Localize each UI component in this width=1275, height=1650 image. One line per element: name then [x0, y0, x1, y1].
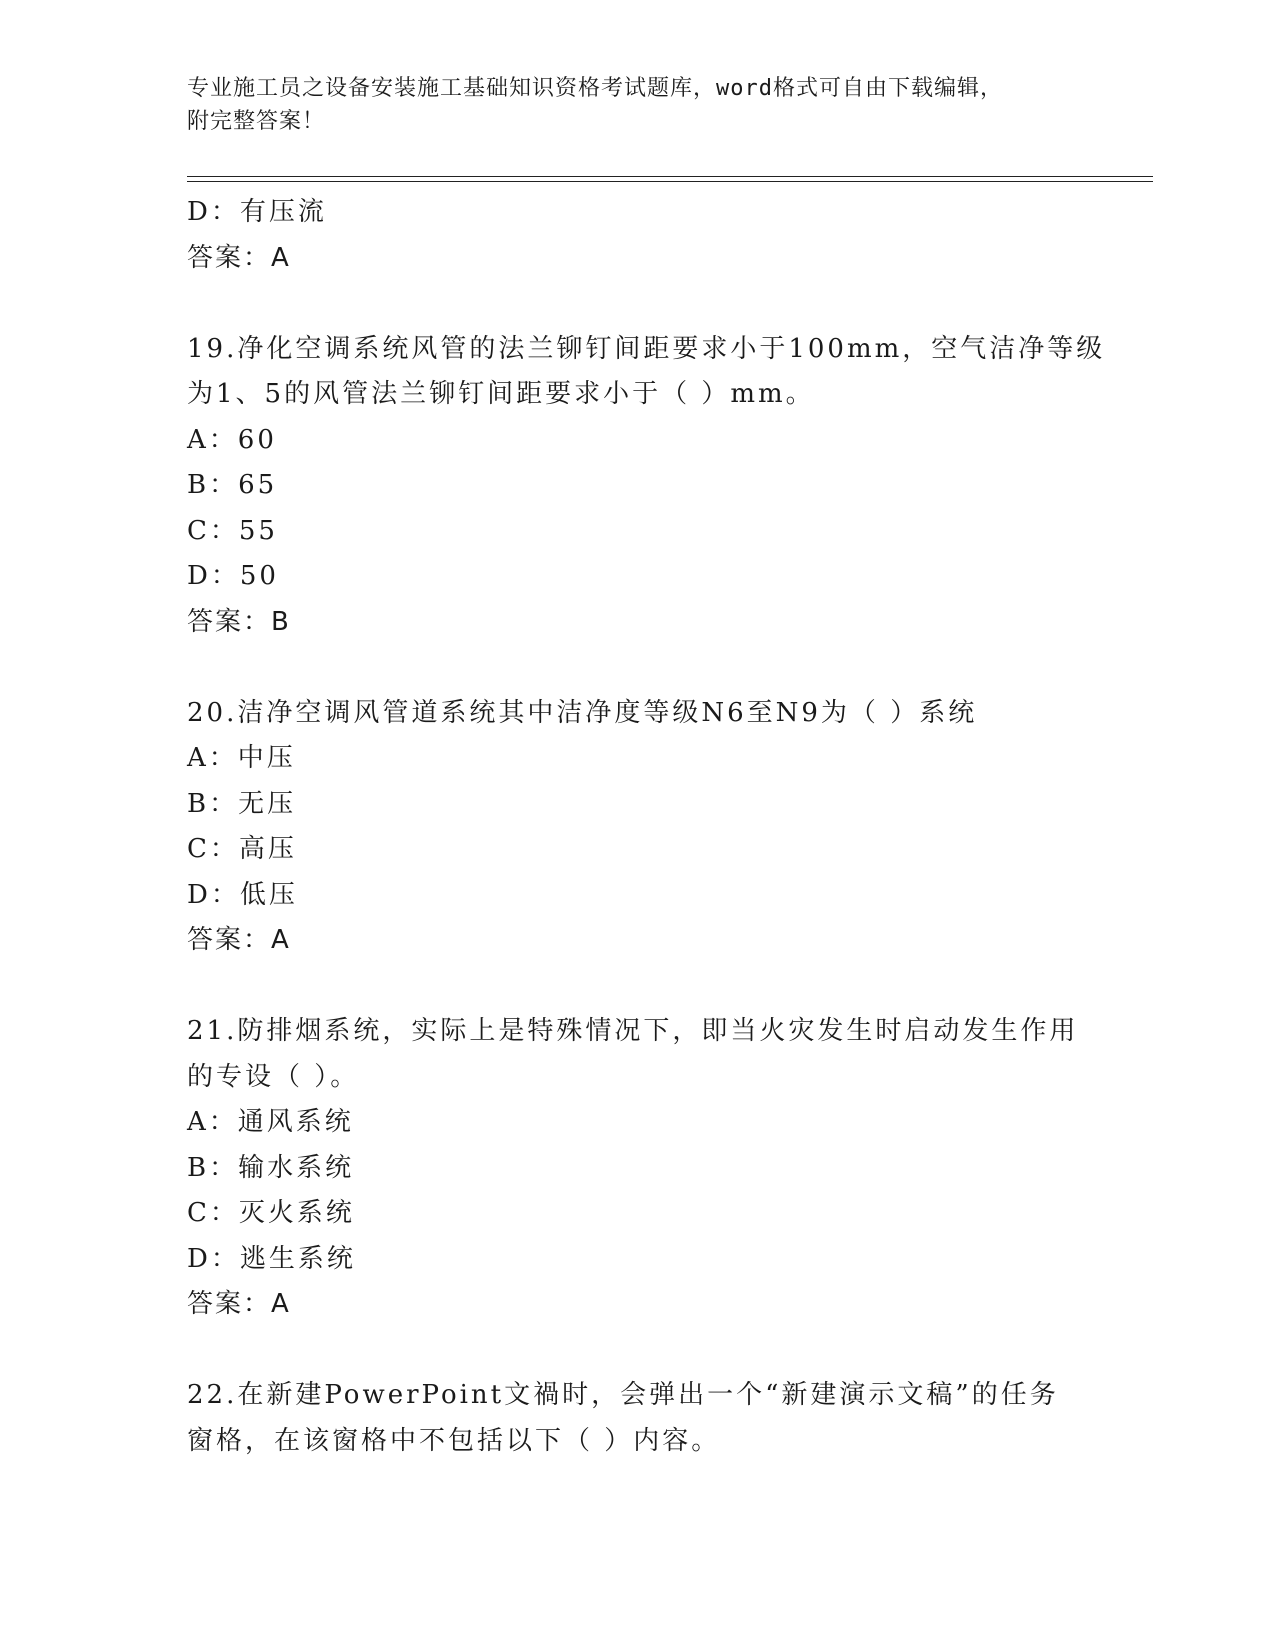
header-line-1: 专业施工员之设备安装施工基础知识资格考试题库，word格式可自由下载编辑，	[187, 76, 1003, 101]
question-stem-line: 窗格，在该窗格中不包括以下（ ）内容。	[187, 1425, 721, 1456]
question-19	[187, 327, 1106, 646]
option-d: D：逃生系统	[187, 1243, 356, 1274]
option-a: A：中压	[187, 743, 296, 773]
question-22	[187, 1373, 1087, 1464]
question-stem-line: 为1、5的风管法兰铆钉间距要求小于（ ）mm。	[187, 379, 815, 409]
answer: 答案：A	[187, 1289, 291, 1319]
document-header	[187, 72, 1067, 138]
question-stem-line: 19.净化空调系统风管的法兰铆钉间距要求小于100mm，空气洁净等级	[187, 333, 1106, 364]
option-b: B：无压	[187, 788, 297, 819]
option-a: A：60	[187, 424, 277, 455]
answer: 答案：A	[187, 925, 291, 955]
question-stem-line: 21.防排烟系统，实际上是特殊情况下，即当火灾发生时启动发生作用	[187, 1016, 1079, 1046]
answer: 答案：B	[187, 606, 291, 637]
option-a: A：通风系统	[187, 1107, 354, 1137]
option-b: B：输水系统	[187, 1152, 355, 1183]
header-line-2: 附完整答案！	[187, 109, 326, 134]
question-stem-line: 的专设（ ）。	[187, 1061, 360, 1092]
header-rule-top	[187, 176, 1153, 177]
option-c: C：灭火系统	[187, 1198, 355, 1228]
option-d: D：低压	[187, 879, 298, 910]
question-list	[187, 190, 1106, 1464]
question-20	[187, 691, 1087, 964]
question-stem-line: 20.洁净空调风管道系统其中洁净度等级N6至N9为（ ）系统	[187, 697, 978, 728]
option-d: D：50	[187, 561, 279, 591]
question-stem-line: 22.在新建PowerPoint文禍时，会弹出一个“新建演示文稿”的任务	[187, 1380, 1059, 1410]
prev-option-d: D：有压流	[187, 197, 327, 227]
header-rule-bottom	[187, 181, 1153, 182]
option-c: C：55	[187, 515, 278, 546]
option-c: C：高压	[187, 834, 297, 864]
prev-answer: 答案：A	[187, 242, 291, 273]
option-b: B：65	[187, 470, 278, 500]
question-21	[187, 1009, 1087, 1328]
